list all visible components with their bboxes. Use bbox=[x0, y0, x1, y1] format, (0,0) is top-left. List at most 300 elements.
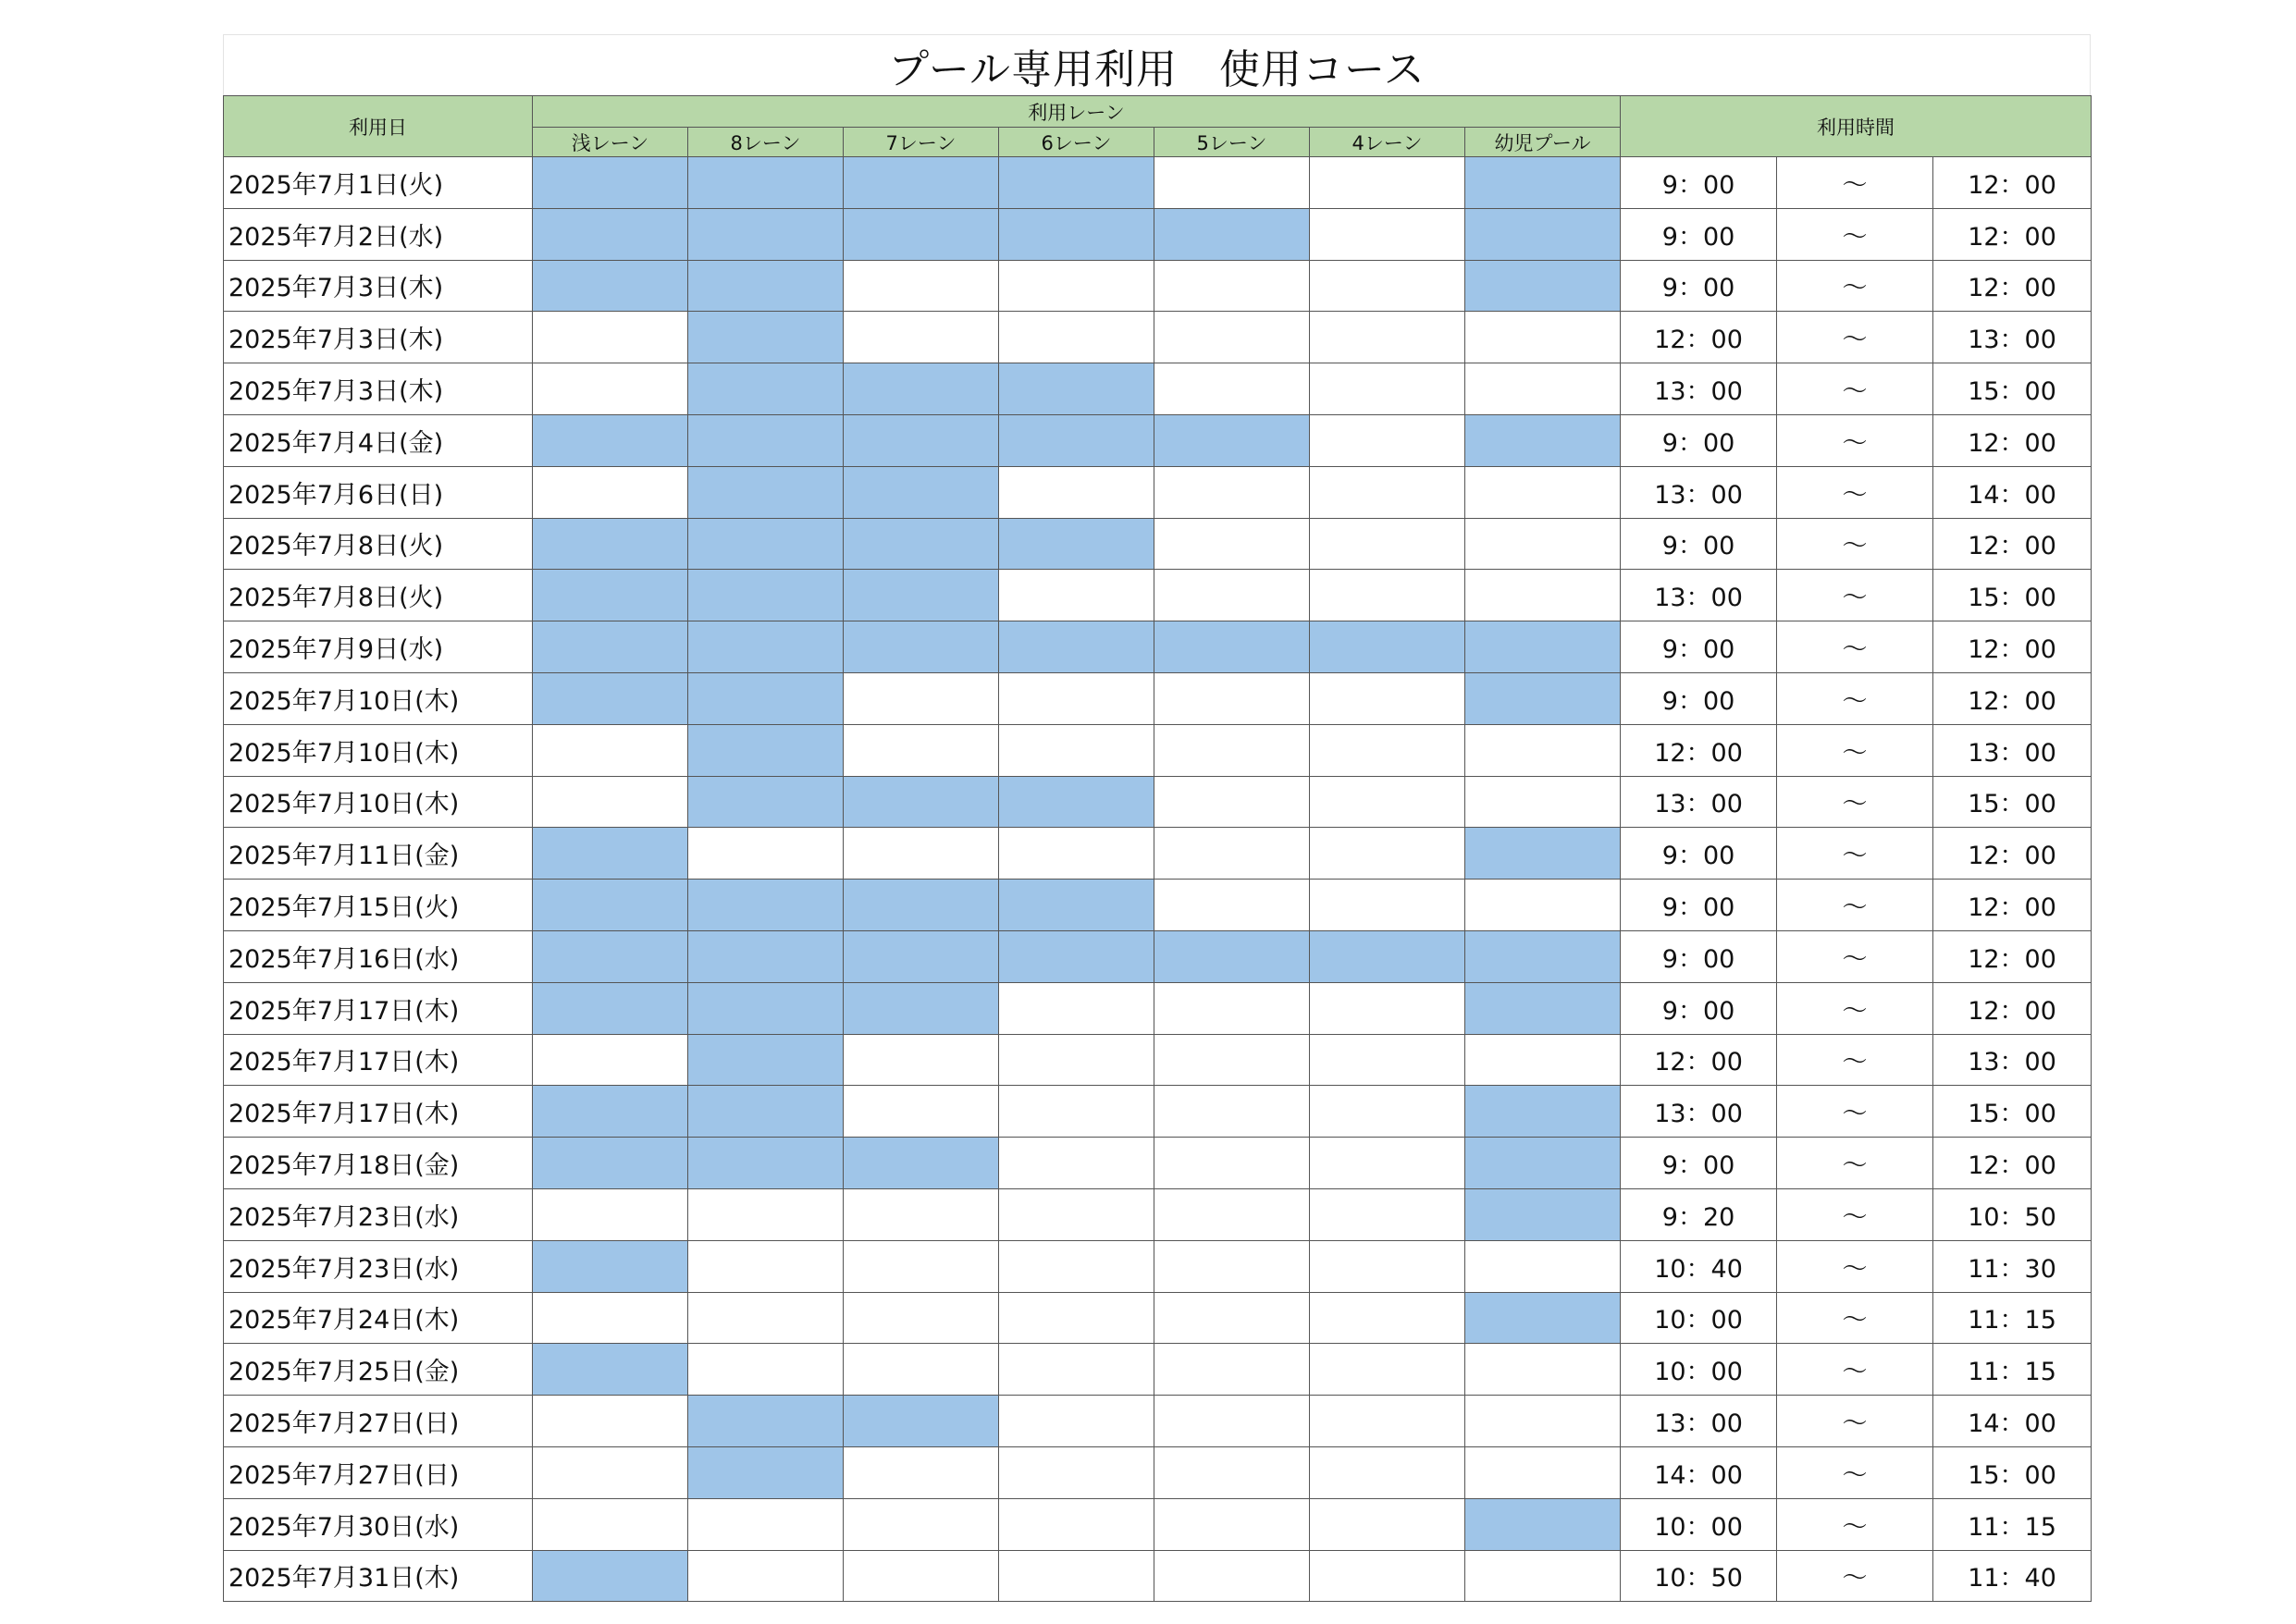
lane-cell-6 bbox=[999, 208, 1154, 260]
end-time-cell: 15：00 bbox=[1933, 1446, 2092, 1498]
tilde-cell: 〜 bbox=[1777, 1550, 1933, 1602]
lane-cell-kids-pool bbox=[1465, 982, 1621, 1034]
lane-cell-8 bbox=[688, 1188, 844, 1240]
lane-cell-4 bbox=[1310, 621, 1465, 673]
lane-cell-7 bbox=[844, 260, 999, 312]
lane-cell-kids-pool bbox=[1465, 260, 1621, 312]
lane-cell-shallow bbox=[533, 208, 688, 260]
lane-cell-5 bbox=[1154, 208, 1310, 260]
lane-cell-8 bbox=[688, 570, 844, 621]
lane-cell-kids-pool bbox=[1465, 621, 1621, 673]
date-cell: 2025年7月3日(木) bbox=[224, 260, 533, 312]
start-time-cell: 13：00 bbox=[1621, 1086, 1777, 1138]
lane-cell-8 bbox=[688, 1498, 844, 1550]
date-cell: 2025年7月17日(木) bbox=[224, 1034, 533, 1086]
end-time-cell: 12：00 bbox=[1933, 208, 2092, 260]
tilde-cell: 〜 bbox=[1777, 1188, 1933, 1240]
lane-cell-shallow bbox=[533, 828, 688, 880]
tilde-cell: 〜 bbox=[1777, 1396, 1933, 1447]
table-row bbox=[224, 518, 2092, 570]
lane-cell-5 bbox=[1154, 312, 1310, 363]
lane-cell-6 bbox=[999, 414, 1154, 466]
table-row bbox=[224, 363, 2092, 415]
lane-cell-7 bbox=[844, 518, 999, 570]
lane-cell-shallow bbox=[533, 1498, 688, 1550]
lane-cell-8 bbox=[688, 828, 844, 880]
lane-cell-4 bbox=[1310, 1550, 1465, 1602]
table-row bbox=[224, 1138, 2092, 1189]
lane-cell-5 bbox=[1154, 828, 1310, 880]
table-row bbox=[224, 1446, 2092, 1498]
lane-cell-5 bbox=[1154, 672, 1310, 724]
lane-cell-kids-pool bbox=[1465, 724, 1621, 776]
schedule-rows bbox=[224, 157, 2092, 1602]
lane-cell-kids-pool bbox=[1465, 1446, 1621, 1498]
end-time-cell: 15：00 bbox=[1933, 570, 2092, 621]
table-row bbox=[224, 1396, 2092, 1447]
lane-cell-4 bbox=[1310, 672, 1465, 724]
lane-cell-4 bbox=[1310, 1498, 1465, 1550]
header-lane-5: 5レーン bbox=[1154, 128, 1310, 157]
lane-cell-8 bbox=[688, 208, 844, 260]
end-time-cell: 12：00 bbox=[1933, 880, 2092, 931]
date-cell: 2025年7月24日(木) bbox=[224, 1292, 533, 1344]
lane-cell-kids-pool bbox=[1465, 312, 1621, 363]
lane-cell-5 bbox=[1154, 157, 1310, 209]
table-row bbox=[224, 724, 2092, 776]
end-time-cell: 14：00 bbox=[1933, 466, 2092, 518]
lane-cell-kids-pool bbox=[1465, 828, 1621, 880]
lane-cell-kids-pool bbox=[1465, 1086, 1621, 1138]
lane-cell-4 bbox=[1310, 1034, 1465, 1086]
lane-cell-5 bbox=[1154, 1292, 1310, 1344]
lane-cell-shallow bbox=[533, 1550, 688, 1602]
lane-cell-7 bbox=[844, 1498, 999, 1550]
lane-cell-kids-pool bbox=[1465, 1550, 1621, 1602]
lane-cell-6 bbox=[999, 1086, 1154, 1138]
date-cell: 2025年7月3日(木) bbox=[224, 363, 533, 415]
lane-cell-7 bbox=[844, 466, 999, 518]
tilde-cell: 〜 bbox=[1777, 828, 1933, 880]
tilde-cell: 〜 bbox=[1777, 1034, 1933, 1086]
end-time-cell: 11：15 bbox=[1933, 1292, 2092, 1344]
lane-cell-4 bbox=[1310, 466, 1465, 518]
lane-cell-shallow bbox=[533, 312, 688, 363]
lane-cell-shallow bbox=[533, 1086, 688, 1138]
lane-cell-6 bbox=[999, 570, 1154, 621]
table-row bbox=[224, 982, 2092, 1034]
end-time-cell: 12：00 bbox=[1933, 930, 2092, 982]
end-time-cell: 11：30 bbox=[1933, 1240, 2092, 1292]
lane-cell-7 bbox=[844, 724, 999, 776]
lane-cell-6 bbox=[999, 1240, 1154, 1292]
lane-cell-4 bbox=[1310, 157, 1465, 209]
lane-cell-5 bbox=[1154, 982, 1310, 1034]
schedule-table bbox=[223, 95, 2092, 1602]
table-row bbox=[224, 672, 2092, 724]
lane-cell-6 bbox=[999, 157, 1154, 209]
end-time-cell: 13：00 bbox=[1933, 724, 2092, 776]
date-cell: 2025年7月27日(日) bbox=[224, 1446, 533, 1498]
lane-cell-8 bbox=[688, 157, 844, 209]
lane-cell-7 bbox=[844, 208, 999, 260]
lane-cell-8 bbox=[688, 982, 844, 1034]
lane-cell-shallow bbox=[533, 414, 688, 466]
lane-cell-5 bbox=[1154, 1086, 1310, 1138]
lane-cell-8 bbox=[688, 1240, 844, 1292]
lane-cell-7 bbox=[844, 1240, 999, 1292]
lane-cell-kids-pool bbox=[1465, 157, 1621, 209]
lane-cell-4 bbox=[1310, 518, 1465, 570]
lane-cell-kids-pool bbox=[1465, 776, 1621, 828]
lane-cell-5 bbox=[1154, 621, 1310, 673]
end-time-cell: 12：00 bbox=[1933, 621, 2092, 673]
lane-cell-4 bbox=[1310, 363, 1465, 415]
lane-cell-4 bbox=[1310, 414, 1465, 466]
tilde-cell: 〜 bbox=[1777, 312, 1933, 363]
lane-cell-7 bbox=[844, 1138, 999, 1189]
lane-cell-7 bbox=[844, 621, 999, 673]
start-time-cell: 14：00 bbox=[1621, 1446, 1777, 1498]
lane-cell-4 bbox=[1310, 1240, 1465, 1292]
lane-cell-6 bbox=[999, 1188, 1154, 1240]
lane-cell-kids-pool bbox=[1465, 1240, 1621, 1292]
table-row bbox=[224, 414, 2092, 466]
start-time-cell: 13：00 bbox=[1621, 466, 1777, 518]
date-cell: 2025年7月17日(木) bbox=[224, 982, 533, 1034]
lane-cell-7 bbox=[844, 1188, 999, 1240]
lane-cell-shallow bbox=[533, 724, 688, 776]
lane-cell-4 bbox=[1310, 1188, 1465, 1240]
lane-cell-4 bbox=[1310, 1344, 1465, 1396]
lane-cell-kids-pool bbox=[1465, 208, 1621, 260]
lane-cell-8 bbox=[688, 621, 844, 673]
lane-cell-4 bbox=[1310, 208, 1465, 260]
start-time-cell: 9：00 bbox=[1621, 208, 1777, 260]
lane-cell-5 bbox=[1154, 1498, 1310, 1550]
lane-cell-6 bbox=[999, 828, 1154, 880]
lane-cell-8 bbox=[688, 518, 844, 570]
header-lane-6: 6レーン bbox=[999, 128, 1154, 157]
lane-cell-4 bbox=[1310, 570, 1465, 621]
start-time-cell: 9：00 bbox=[1621, 930, 1777, 982]
lane-cell-7 bbox=[844, 1344, 999, 1396]
lane-cell-7 bbox=[844, 880, 999, 931]
table-row bbox=[224, 621, 2092, 673]
lane-cell-5 bbox=[1154, 1138, 1310, 1189]
tilde-cell: 〜 bbox=[1777, 930, 1933, 982]
lane-cell-4 bbox=[1310, 1292, 1465, 1344]
date-cell: 2025年7月4日(金) bbox=[224, 414, 533, 466]
date-cell: 2025年7月31日(木) bbox=[224, 1550, 533, 1602]
lane-cell-5 bbox=[1154, 930, 1310, 982]
table-row bbox=[224, 312, 2092, 363]
lane-cell-6 bbox=[999, 312, 1154, 363]
date-cell: 2025年7月30日(水) bbox=[224, 1498, 533, 1550]
page-title: プール専用利用 使用コース bbox=[223, 34, 2091, 95]
lane-cell-6 bbox=[999, 880, 1154, 931]
lane-cell-7 bbox=[844, 1550, 999, 1602]
table-row bbox=[224, 157, 2092, 209]
lane-cell-4 bbox=[1310, 930, 1465, 982]
lane-cell-kids-pool bbox=[1465, 1344, 1621, 1396]
lane-cell-8 bbox=[688, 1138, 844, 1189]
lane-cell-shallow bbox=[533, 570, 688, 621]
lane-cell-6 bbox=[999, 1138, 1154, 1189]
end-time-cell: 10：50 bbox=[1933, 1188, 2092, 1240]
end-time-cell: 13：00 bbox=[1933, 312, 2092, 363]
lane-cell-6 bbox=[999, 1498, 1154, 1550]
end-time-cell: 12：00 bbox=[1933, 1138, 2092, 1189]
date-cell: 2025年7月15日(火) bbox=[224, 880, 533, 931]
lane-cell-7 bbox=[844, 982, 999, 1034]
lane-cell-5 bbox=[1154, 414, 1310, 466]
lane-cell-5 bbox=[1154, 260, 1310, 312]
lane-cell-8 bbox=[688, 776, 844, 828]
lane-cell-8 bbox=[688, 312, 844, 363]
date-cell: 2025年7月23日(水) bbox=[224, 1188, 533, 1240]
lane-cell-6 bbox=[999, 260, 1154, 312]
table-row bbox=[224, 828, 2092, 880]
lane-cell-6 bbox=[999, 930, 1154, 982]
date-cell: 2025年7月25日(金) bbox=[224, 1344, 533, 1396]
lane-cell-kids-pool bbox=[1465, 880, 1621, 931]
lane-cell-6 bbox=[999, 1396, 1154, 1447]
lane-cell-kids-pool bbox=[1465, 1498, 1621, 1550]
table-row bbox=[224, 208, 2092, 260]
date-cell: 2025年7月16日(水) bbox=[224, 930, 533, 982]
tilde-cell: 〜 bbox=[1777, 570, 1933, 621]
date-cell: 2025年7月18日(金) bbox=[224, 1138, 533, 1189]
lane-cell-7 bbox=[844, 776, 999, 828]
header-time-group: 利用時間 bbox=[1621, 96, 2092, 157]
start-time-cell: 9：00 bbox=[1621, 518, 1777, 570]
lane-cell-5 bbox=[1154, 1240, 1310, 1292]
lane-cell-6 bbox=[999, 1292, 1154, 1344]
end-time-cell: 14：00 bbox=[1933, 1396, 2092, 1447]
lane-cell-8 bbox=[688, 1446, 844, 1498]
lane-cell-shallow bbox=[533, 1344, 688, 1396]
tilde-cell: 〜 bbox=[1777, 1344, 1933, 1396]
lane-cell-5 bbox=[1154, 1188, 1310, 1240]
date-cell: 2025年7月10日(木) bbox=[224, 724, 533, 776]
start-time-cell: 9：00 bbox=[1621, 828, 1777, 880]
start-time-cell: 9：00 bbox=[1621, 260, 1777, 312]
lane-cell-4 bbox=[1310, 312, 1465, 363]
date-cell: 2025年7月6日(日) bbox=[224, 466, 533, 518]
lane-cell-shallow bbox=[533, 1396, 688, 1447]
lane-cell-7 bbox=[844, 414, 999, 466]
lane-cell-shallow bbox=[533, 1292, 688, 1344]
lane-cell-5 bbox=[1154, 776, 1310, 828]
tilde-cell: 〜 bbox=[1777, 518, 1933, 570]
start-time-cell: 10：50 bbox=[1621, 1550, 1777, 1602]
start-time-cell: 9：00 bbox=[1621, 982, 1777, 1034]
tilde-cell: 〜 bbox=[1777, 672, 1933, 724]
end-time-cell: 11：15 bbox=[1933, 1498, 2092, 1550]
lane-cell-8 bbox=[688, 1344, 844, 1396]
date-cell: 2025年7月9日(水) bbox=[224, 621, 533, 673]
lane-cell-8 bbox=[688, 724, 844, 776]
table-row bbox=[224, 880, 2092, 931]
table-row bbox=[224, 776, 2092, 828]
lane-cell-shallow bbox=[533, 518, 688, 570]
end-time-cell: 13：00 bbox=[1933, 1034, 2092, 1086]
start-time-cell: 9：00 bbox=[1621, 880, 1777, 931]
lane-cell-5 bbox=[1154, 518, 1310, 570]
lane-cell-shallow bbox=[533, 621, 688, 673]
lane-cell-8 bbox=[688, 1550, 844, 1602]
lane-cell-8 bbox=[688, 930, 844, 982]
start-time-cell: 10：00 bbox=[1621, 1344, 1777, 1396]
end-time-cell: 15：00 bbox=[1933, 363, 2092, 415]
start-time-cell: 13：00 bbox=[1621, 776, 1777, 828]
table-row bbox=[224, 1188, 2092, 1240]
lane-cell-8 bbox=[688, 1034, 844, 1086]
end-time-cell: 15：00 bbox=[1933, 776, 2092, 828]
lane-cell-4 bbox=[1310, 1138, 1465, 1189]
end-time-cell: 15：00 bbox=[1933, 1086, 2092, 1138]
lane-cell-6 bbox=[999, 363, 1154, 415]
lane-cell-6 bbox=[999, 621, 1154, 673]
lane-cell-6 bbox=[999, 1550, 1154, 1602]
lane-cell-5 bbox=[1154, 1396, 1310, 1447]
lane-cell-4 bbox=[1310, 260, 1465, 312]
lane-cell-kids-pool bbox=[1465, 1188, 1621, 1240]
lane-cell-4 bbox=[1310, 828, 1465, 880]
table-row bbox=[224, 570, 2092, 621]
end-time-cell: 12：00 bbox=[1933, 414, 2092, 466]
lane-cell-7 bbox=[844, 1086, 999, 1138]
tilde-cell: 〜 bbox=[1777, 1086, 1933, 1138]
lane-cell-7 bbox=[844, 312, 999, 363]
date-cell: 2025年7月1日(火) bbox=[224, 157, 533, 209]
start-time-cell: 9：00 bbox=[1621, 1138, 1777, 1189]
lane-cell-7 bbox=[844, 363, 999, 415]
start-time-cell: 13：00 bbox=[1621, 1396, 1777, 1447]
lane-cell-7 bbox=[844, 930, 999, 982]
start-time-cell: 10：00 bbox=[1621, 1498, 1777, 1550]
tilde-cell: 〜 bbox=[1777, 982, 1933, 1034]
tilde-cell: 〜 bbox=[1777, 1138, 1933, 1189]
start-time-cell: 12：00 bbox=[1621, 724, 1777, 776]
lane-cell-shallow bbox=[533, 1138, 688, 1189]
lane-cell-6 bbox=[999, 466, 1154, 518]
lane-cell-5 bbox=[1154, 1446, 1310, 1498]
lane-cell-shallow bbox=[533, 157, 688, 209]
lane-cell-6 bbox=[999, 672, 1154, 724]
header-lanes-group: 利用レーン bbox=[533, 96, 1621, 128]
lane-cell-7 bbox=[844, 1446, 999, 1498]
lane-cell-5 bbox=[1154, 1550, 1310, 1602]
table-row bbox=[224, 1034, 2092, 1086]
lane-cell-8 bbox=[688, 1396, 844, 1447]
start-time-cell: 9：00 bbox=[1621, 621, 1777, 673]
table-row bbox=[224, 1292, 2092, 1344]
tilde-cell: 〜 bbox=[1777, 1446, 1933, 1498]
start-time-cell: 9：00 bbox=[1621, 157, 1777, 209]
lane-cell-kids-pool bbox=[1465, 1396, 1621, 1447]
start-time-cell: 12：00 bbox=[1621, 1034, 1777, 1086]
end-time-cell: 12：00 bbox=[1933, 157, 2092, 209]
tilde-cell: 〜 bbox=[1777, 1240, 1933, 1292]
tilde-cell: 〜 bbox=[1777, 157, 1933, 209]
lane-cell-4 bbox=[1310, 1396, 1465, 1447]
lane-cell-8 bbox=[688, 672, 844, 724]
tilde-cell: 〜 bbox=[1777, 466, 1933, 518]
date-cell: 2025年7月2日(水) bbox=[224, 208, 533, 260]
lane-cell-shallow bbox=[533, 466, 688, 518]
lane-cell-kids-pool bbox=[1465, 466, 1621, 518]
lane-cell-4 bbox=[1310, 880, 1465, 931]
lane-cell-5 bbox=[1154, 363, 1310, 415]
lane-cell-shallow bbox=[533, 363, 688, 415]
lane-cell-4 bbox=[1310, 982, 1465, 1034]
lane-cell-4 bbox=[1310, 1086, 1465, 1138]
date-cell: 2025年7月8日(火) bbox=[224, 570, 533, 621]
table-row bbox=[224, 1344, 2092, 1396]
start-time-cell: 12：00 bbox=[1621, 312, 1777, 363]
header-lane-kids-pool: 幼児プール bbox=[1465, 128, 1621, 157]
header-lane-7: 7レーン bbox=[844, 128, 999, 157]
lane-cell-5 bbox=[1154, 466, 1310, 518]
lane-cell-7 bbox=[844, 828, 999, 880]
header-lane-8: 8レーン bbox=[688, 128, 844, 157]
tilde-cell: 〜 bbox=[1777, 260, 1933, 312]
end-time-cell: 12：00 bbox=[1933, 828, 2092, 880]
lane-cell-8 bbox=[688, 260, 844, 312]
lane-cell-7 bbox=[844, 157, 999, 209]
lane-cell-5 bbox=[1154, 1034, 1310, 1086]
date-cell: 2025年7月11日(金) bbox=[224, 828, 533, 880]
lane-cell-8 bbox=[688, 880, 844, 931]
tilde-cell: 〜 bbox=[1777, 776, 1933, 828]
lane-cell-shallow bbox=[533, 260, 688, 312]
tilde-cell: 〜 bbox=[1777, 724, 1933, 776]
lane-cell-shallow bbox=[533, 982, 688, 1034]
lane-cell-6 bbox=[999, 518, 1154, 570]
lane-cell-shallow bbox=[533, 880, 688, 931]
date-cell: 2025年7月10日(木) bbox=[224, 776, 533, 828]
lane-cell-8 bbox=[688, 414, 844, 466]
table-row bbox=[224, 930, 2092, 982]
date-cell: 2025年7月17日(木) bbox=[224, 1086, 533, 1138]
date-cell: 2025年7月10日(木) bbox=[224, 672, 533, 724]
lane-cell-kids-pool bbox=[1465, 1138, 1621, 1189]
start-time-cell: 10：40 bbox=[1621, 1240, 1777, 1292]
lane-cell-4 bbox=[1310, 1446, 1465, 1498]
lane-cell-5 bbox=[1154, 1344, 1310, 1396]
lane-cell-6 bbox=[999, 1446, 1154, 1498]
lane-cell-7 bbox=[844, 1292, 999, 1344]
start-time-cell: 9：00 bbox=[1621, 414, 1777, 466]
lane-cell-7 bbox=[844, 570, 999, 621]
lane-cell-5 bbox=[1154, 724, 1310, 776]
lane-cell-4 bbox=[1310, 724, 1465, 776]
end-time-cell: 12：00 bbox=[1933, 518, 2092, 570]
lane-cell-8 bbox=[688, 1292, 844, 1344]
lane-cell-kids-pool bbox=[1465, 414, 1621, 466]
tilde-cell: 〜 bbox=[1777, 208, 1933, 260]
table-row bbox=[224, 466, 2092, 518]
lane-cell-7 bbox=[844, 672, 999, 724]
start-time-cell: 9：20 bbox=[1621, 1188, 1777, 1240]
lane-cell-8 bbox=[688, 1086, 844, 1138]
lane-cell-6 bbox=[999, 1034, 1154, 1086]
end-time-cell: 12：00 bbox=[1933, 982, 2092, 1034]
lane-cell-shallow bbox=[533, 1188, 688, 1240]
end-time-cell: 11：40 bbox=[1933, 1550, 2092, 1602]
